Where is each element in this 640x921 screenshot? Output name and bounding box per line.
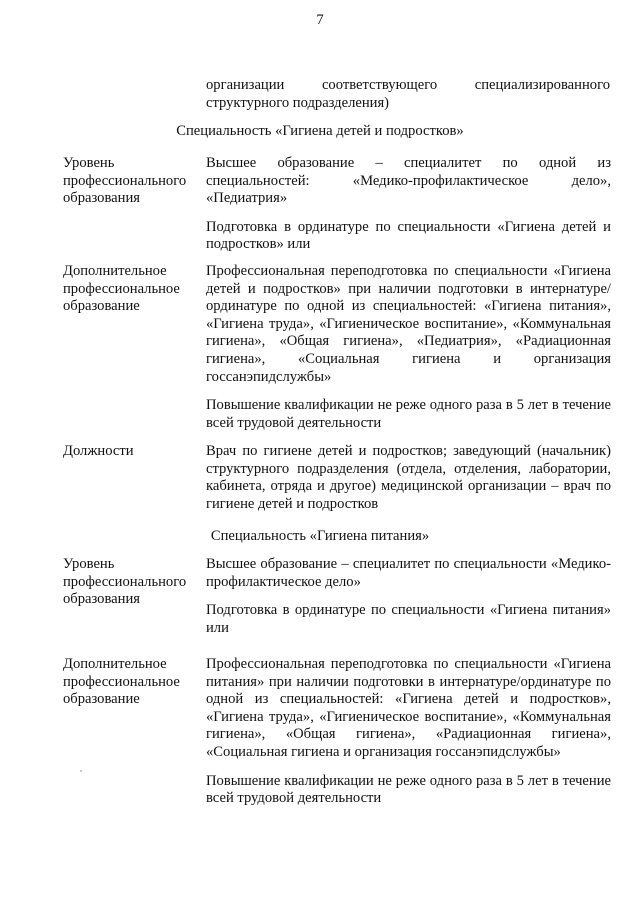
requirement-paragraph: Подготовка в ординатуре по специальности «Гигиена питания» или <box>206 602 611 636</box>
section-title-food-hygiene: Специальность «Гигиена питания» <box>210 528 430 544</box>
requirement-paragraph: Профессиональная переподготовка по специальности «Гигиена детей и подростков» при наличии подготовки в интернатуре/ординатуре по одной из специальностей: «Гигиена питания», «Гигиена труда», «Гигиеническое воспитание», «Коммунальная гигиена», «Общая гигиена», «Педиатрия», «Радиационная гигиена», «Социальная гигиена и организация госсанэпидслужбы» <box>206 263 611 385</box>
requirement-paragraph: Подготовка в ординатуре по специальности «Гигиена детей и подростков» или <box>206 218 611 253</box>
row-label: Дополнительное профессиональное образование <box>63 656 180 708</box>
requirement-paragraph: Высшее образование – специалитет по одной из специальностей: «Медико-профилактическое дело», «Педиатрия» <box>206 155 611 207</box>
row-positions <box>63 443 611 513</box>
row-additional-education <box>63 263 611 432</box>
row-content <box>206 155 611 254</box>
row-content <box>206 656 611 808</box>
section-title-child-hygiene: Специальность «Гигиена детей и подростков» <box>176 123 464 139</box>
row-content <box>206 263 611 432</box>
row-additional-education <box>63 656 611 808</box>
row-content <box>206 443 611 513</box>
scan-speck <box>80 770 82 772</box>
row-label: Уровень профессионального образования <box>63 155 187 207</box>
continuation-text: организации соответствующего специализированного структурного подразделения) <box>206 77 610 111</box>
row-label: Уровень профессионального образования <box>63 556 187 608</box>
row-education-level <box>63 556 611 637</box>
requirement-paragraph: Повышение квалификации не реже одного раза в 5 лет в течение всей трудовой деятельности <box>206 772 611 807</box>
row-education-level <box>63 155 611 254</box>
requirement-paragraph: Врач по гигиене детей и подростков; заведующий (начальник) структурного подразделения (отдела, отделения, лаборатории, кабинета, отряда и другое) медицинской организации – врач по гигиене детей и подростков <box>206 443 611 512</box>
requirement-paragraph: Профессиональная переподготовка по специальности «Гигиена питания» при наличии подготовки в интернатуре/ординатуре по одной из специальностей: «Гигиена детей и подростков», «Гигиена труда», «Гигиеническое воспитание», «Коммунальная гигиена», «Общая гигиена», «Радиационная гигиена», «Социальная гигиена и организация госсанэпидслужбы» <box>206 656 611 760</box>
requirement-paragraph: Высшее образование – специалитет по специальности «Медико-профилактическое дело» <box>206 556 611 590</box>
requirement-paragraph: Повышение квалификации не реже одного раза в 5 лет в течение всей трудовой деятельности <box>206 397 611 431</box>
row-label: Должности <box>63 443 134 459</box>
row-content <box>206 556 611 637</box>
row-label: Дополнительное профессиональное образование <box>63 263 180 315</box>
page-number: 7 <box>316 12 324 28</box>
